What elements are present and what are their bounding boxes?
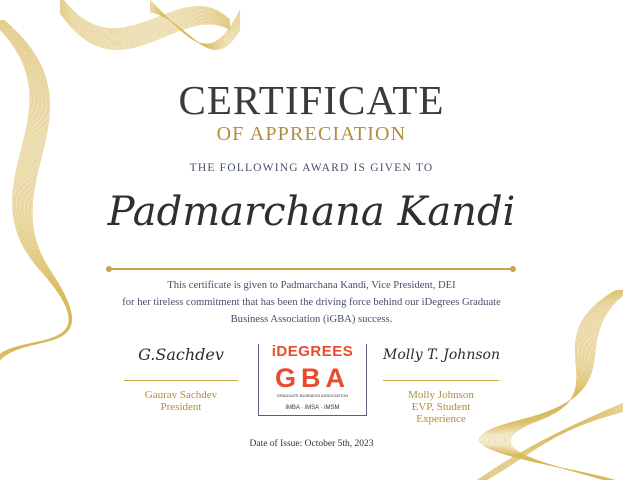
top-wave-line <box>150 10 240 48</box>
top-wave-line <box>60 0 230 28</box>
certificate-title: CERTIFICATE <box>178 77 445 123</box>
top-wave-line <box>60 0 230 31</box>
signatory-title: EVP, Student <box>411 401 471 413</box>
signature-block-evp <box>383 340 499 425</box>
description-line: Business Association (iGBA) success. <box>230 314 393 325</box>
recipient-name: Padmarchana Kandi <box>107 189 516 235</box>
top-wave-line <box>60 4 230 39</box>
top-wave-line <box>60 11 230 47</box>
top-wave-line <box>150 6 240 46</box>
signatory-title: President <box>160 401 202 413</box>
top-wave-line <box>60 5 230 40</box>
top-wave-line <box>60 8 230 44</box>
evp-signature: Molly T. Johnson <box>383 347 500 363</box>
top-wave-line <box>60 0 230 29</box>
top-wave-line <box>60 8 230 44</box>
top-wave-line <box>60 10 230 46</box>
top-wave-line <box>60 3 230 38</box>
top-wave-line <box>60 0 230 32</box>
award-intro-line: THE FOLLOWING AWARD IS GIVEN TO <box>189 162 434 174</box>
top-wave-line <box>150 0 240 44</box>
top-wave-line <box>150 12 240 50</box>
top-wave-line <box>150 7 240 47</box>
top-wave-line <box>150 5 240 46</box>
signatory-name: Molly Johnson <box>408 389 474 401</box>
description-line: for her tireless commitment that has been the driving force behind our iDegrees Graduate <box>122 297 501 308</box>
top-wave-line <box>60 4 230 39</box>
signature-line <box>383 380 499 381</box>
top-wave-line <box>60 2 230 37</box>
description-line: This certificate is given to Padmarchana Kandi, Vice President, DEI <box>167 280 456 291</box>
top-wave-line <box>60 7 230 42</box>
top-wave-line <box>150 3 240 45</box>
certificate-description <box>70 277 553 328</box>
top-wave-line <box>150 11 240 49</box>
logo-brand-text: iDEGREES <box>259 343 366 361</box>
top-wave-line <box>60 0 230 34</box>
logo-association-text: GRADUATE BUSINESS ASSOCIATION <box>276 393 349 398</box>
top-wave-line <box>60 0 230 33</box>
signature-block-president <box>124 340 238 413</box>
top-wave-line <box>150 2 240 44</box>
signature-line <box>124 380 238 381</box>
logo-programs-text: iMBA · iMSA · iMSM <box>285 405 340 411</box>
top-wave-line <box>60 12 230 48</box>
top-wave-line <box>60 6 230 41</box>
top-wave-line <box>150 1 240 44</box>
igba-logo <box>258 344 367 416</box>
top-wave-line <box>150 6 240 46</box>
logo-gba-text: GBA <box>275 363 350 393</box>
president-signature: G.Sachdev <box>138 345 224 364</box>
top-wave-line <box>60 1 230 35</box>
top-wave-line <box>60 9 230 45</box>
top-wave-line <box>150 10 240 49</box>
signatory-title: Experience <box>416 413 466 425</box>
gold-divider <box>109 268 513 270</box>
certificate-subtitle: OF APPRECIATION <box>216 123 407 145</box>
top-wave-line <box>60 0 230 30</box>
issue-date: Date of Issue: October 5th, 2023 <box>249 439 374 449</box>
top-wave-line <box>60 11 230 47</box>
top-wave-line <box>150 4 240 45</box>
top-wave-line <box>60 0 230 34</box>
top-wave-line <box>150 2 240 45</box>
top-wave-line <box>60 13 230 49</box>
top-wave-line <box>150 8 240 47</box>
signatory-name: Gaurav Sachdev <box>144 389 218 401</box>
top-wave-line <box>150 9 240 48</box>
